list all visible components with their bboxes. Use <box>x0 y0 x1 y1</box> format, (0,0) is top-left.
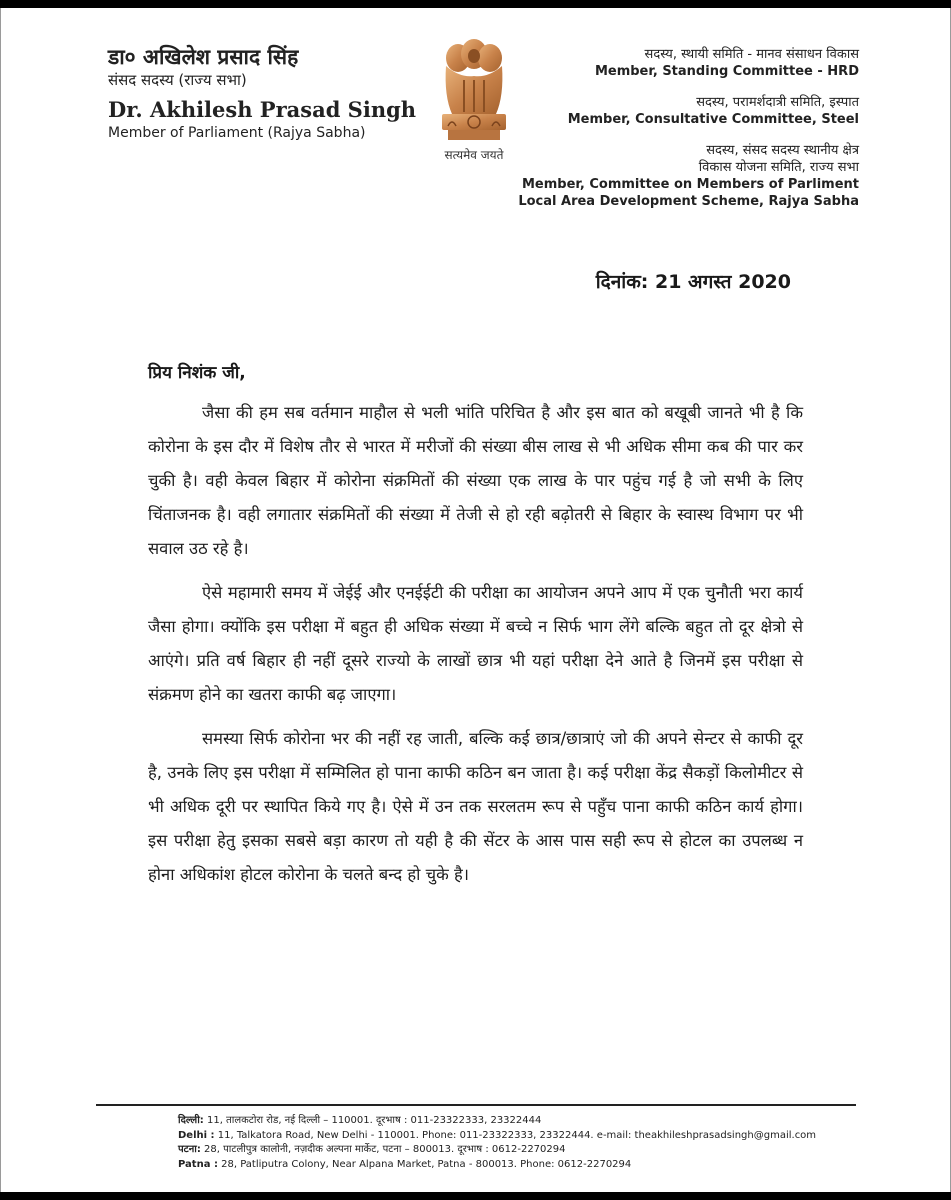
footer-patna-english-label: Patna : <box>178 1158 218 1170</box>
letter-date: दिनांक: 21 अगस्त 2020 <box>595 271 791 293</box>
letterhead-sender <box>108 44 416 142</box>
sender-role-hindi: संसद सदस्य (राज्य सभा) <box>108 71 247 89</box>
committee-3-hindi-line2: विकास योजना समिति, राज्य सभा <box>698 160 859 175</box>
sender-role-english: Member of Parliament (Rajya Sabha) <box>108 125 366 141</box>
letterhead-committees <box>518 46 859 210</box>
footer-patna-hindi-label: पटना: <box>178 1144 201 1155</box>
footer-patna-hindi <box>178 1143 818 1158</box>
footer-patna-english <box>178 1158 818 1173</box>
committee-1-english: Member, Standing Committee - HRD <box>594 64 859 79</box>
sender-name-english: Dr. Akhilesh Prasad Singh <box>108 97 417 122</box>
footer-delhi-hindi <box>178 1114 818 1129</box>
footer-delhi-english-label: Delhi : <box>178 1129 215 1141</box>
paragraph-3: समस्या सिर्फ कोरोना भर की नहीं रह जाती, बल्कि कई छात्र/छात्राएं जो की अपने सेन्टर से काफी दूर है, उनके लिए इस परीक्षा में सम्मिलित हो पाना काफी कठिन बन जाता है। कई परीक्षा केंद्र सैकड़ों किलोमीटर से भी अधिक दूरी पर स्थापित किये गए है। ऐसे में उन तक सरलतम रूप से पहुँच पाना काफी कठिन कार्य होगा। इस परीक्षा हेतु इसका सबसे बड़ा कारण तो यही है की सेंटर के आस पास सही रूप से होटल का उपलब्ध न होना अधिकांश होटल कोरोना के चलते बन्द हो चुके है। <box>148 729 803 884</box>
top-border <box>0 0 951 8</box>
footer-patna-hindi-text: 28, पाटलीपुत्र कालोनी, नज़दीक अल्पना मार्केट, पटना – 800013. दूरभाष : 0612-2270294 <box>204 1144 566 1155</box>
letter-body <box>148 360 803 902</box>
letterhead-footer <box>178 1114 818 1172</box>
footer-delhi-hindi-text: 11, तालकटोरा रोड, नई दिल्ली – 110001. दूरभाष : 011-23322333, 23322444 <box>206 1115 542 1126</box>
committee-1-hindi: सदस्य, स्थायी समिति - मानव संसाधन विकास <box>644 47 859 62</box>
footer-divider <box>96 1104 856 1106</box>
paragraph-1: जैसा की हम सब वर्तमान माहौल से भली भांति परिचित है और इस बात को बखूबी जानते भी है कि कोरोना के इस दौर में विशेष तौर से भारत में मरीजों की संख्या बीस लाख से भी अधिक सीमा कब की पार कर चुकी है। वही केवल बिहार में कोरोना संक्रमितों की संख्या एक लाख के पार पहुंच गई है जो सभी के लिए चिंताजनक है। वही लगातार संक्रमितों की संख्या में तेजी से हो रही बढ़ोतरी से बिहार के स्वास्थ विभाग पर भी सवाल उठ रहे है। <box>148 403 803 558</box>
paragraph-2: ऐसे महामारी समय में जेईई और एनईईटी की परीक्षा का आयोजन अपने आप में एक चुनौती भरा कार्य जैसा होगा। क्योंकि इस परीक्षा में बहुत ही अधिक संख्या में बच्चे न सिर्फ भाग लेंगे बल्कि बहुत तो दूर क्षेत्रो से आएंगे। प्रति वर्ष बिहार ही नहीं दूसरे राज्यो के लाखों छात्र भी यहां परीक्षा देने आते है जिनमें इस परीक्षा से संक्रमण होने का खतरा काफी बढ़ जाएगा। <box>148 583 803 704</box>
footer-patna-english-text: 28, Patliputra Colony, Near Alpana Market, Patna - 800013. Phone: 0612-2270294 <box>221 1158 632 1170</box>
salutation: प्रिय निशंक जी, <box>148 363 246 383</box>
sender-name-hindi: डा० अखिलेश प्रसाद सिंह <box>108 45 299 69</box>
committee-3-english-line2: Local Area Development Scheme, Rajya Sabha <box>518 194 859 209</box>
bottom-border <box>0 1192 951 1200</box>
footer-delhi-hindi-label: दिल्ली: <box>178 1115 204 1126</box>
footer-delhi-english-text: 11, Talkatora Road, New Delhi - 110001. Phone: 011-23322333, 23322444. e-mail: theakhileshprasadsingh@gmail.com <box>217 1129 817 1141</box>
committee-2-hindi: सदस्य, परामर्शदात्री समिति, इस्पात <box>696 95 859 110</box>
committee-3-hindi: सदस्य, संसद सदस्य स्थानीय क्षेत्र <box>706 143 859 158</box>
emblem-motto: सत्यमेव जयते <box>444 148 504 162</box>
footer-delhi-english <box>178 1129 818 1144</box>
committee-3-english: Member, Committee on Members of Parliment <box>521 177 859 192</box>
committee-2-english: Member, Consultative Committee, Steel <box>567 112 859 127</box>
